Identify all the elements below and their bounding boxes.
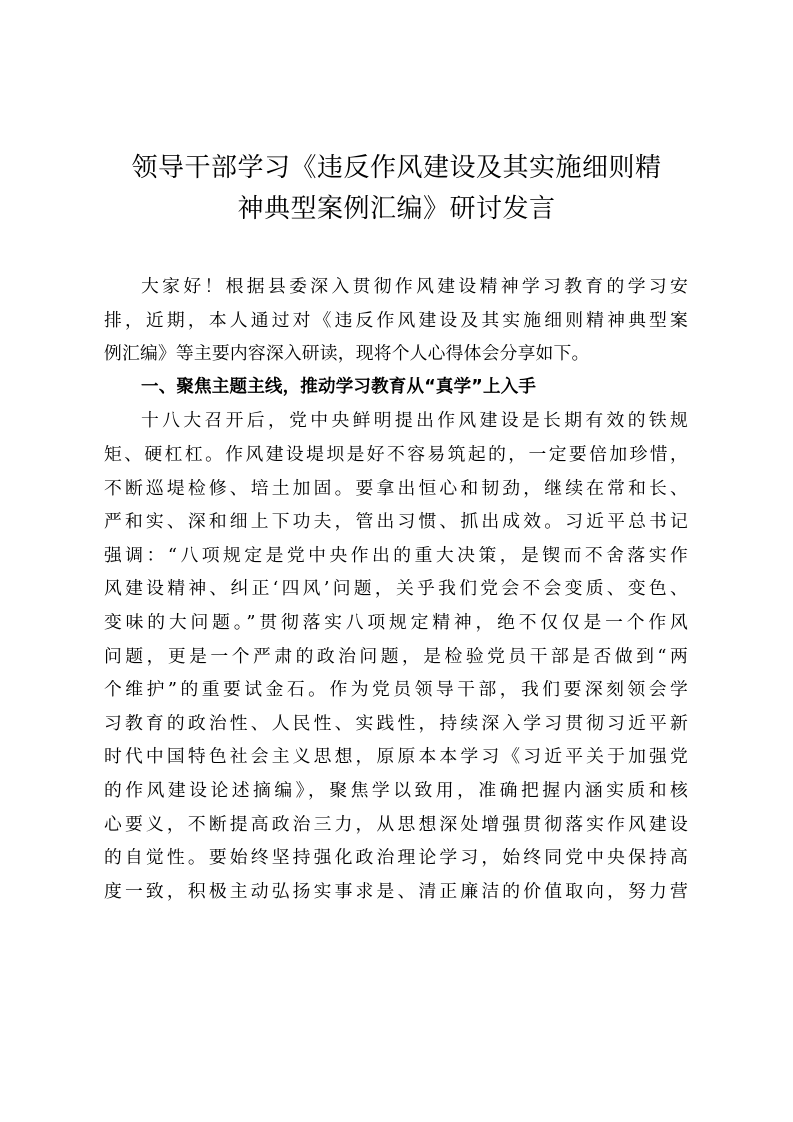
paragraph-line: 例汇编》等主要内容深入研读，现将个人心得体会分享如下。 bbox=[104, 343, 590, 365]
paragraph-line: 不断巡堤检修、培土加固。要拿出恒心和韧劲，继续在常和长、 bbox=[104, 477, 688, 499]
paragraph-line: 严和实、深和细上下功夫，管出习惯、抓出成效。习近平总书记 bbox=[104, 511, 688, 533]
title-line: 领导干部学习《违反作风建设及其实施细则精 bbox=[131, 153, 662, 183]
paragraph-line: 习教育的政治性、人民性、实践性，持续深入学习贯彻习近平新 bbox=[104, 712, 688, 734]
paragraph-line: 矩、硬杠杠。作风建设堤坝是好不容易筑起的，一定要倍加珍惜， bbox=[104, 443, 688, 465]
paragraph-line: 强调：“八项规定是党中央作出的重大决策，是锲而不舍落实作 bbox=[104, 544, 688, 566]
paragraph-line: 个维护”的重要试金石。作为党员领导干部，我们要深刻领会学 bbox=[104, 679, 688, 701]
paragraph-line: 十八大召开后，党中央鲜明提出作风建设是长期有效的铁规 bbox=[141, 410, 688, 432]
paragraph-line: 排，近期，本人通过对《违反作风建设及其实施细则精神典型案 bbox=[104, 309, 688, 331]
paragraph-line: 时代中国特色社会主义思想，原原本本学习《习近平关于加强党 bbox=[104, 746, 688, 768]
paragraph-line: 的作风建设论述摘编》，聚焦学以致用，准确把握内涵实质和核 bbox=[104, 779, 688, 801]
document-title bbox=[90, 148, 703, 230]
title-line: 神典型案例汇编》研讨发言 bbox=[237, 194, 556, 224]
paragraph-line: 大家好！根据县委深入贯彻作风建设精神学习教育的学习安 bbox=[141, 276, 688, 297]
paragraph-line: 风建设精神、纠正‘四风’问题，关乎我们党会不会变质、变色、 bbox=[104, 578, 688, 600]
document-body bbox=[104, 270, 688, 908]
section-heading: 一、聚焦主题主线，推动学习教育从“真学”上入手 bbox=[141, 376, 537, 397]
paragraph-line: 变味的大问题。”贯彻落实八项规定精神，绝不仅仅是一个作风 bbox=[104, 611, 688, 633]
paragraph-line: 的自觉性。要始终坚持强化政治理论学习，始终同党中央保持高 bbox=[104, 847, 688, 869]
paragraph-line: 心要义，不断提高政治三力，从思想深处增强贯彻落实作风建设 bbox=[104, 813, 688, 835]
paragraph-line: 问题，更是一个严肃的政治问题，是检验党员干部是否做到“两 bbox=[104, 645, 688, 667]
paragraph-line: 度一致，积极主动弘扬实事求是、清正廉洁的价值取向，努力营 bbox=[104, 880, 688, 902]
